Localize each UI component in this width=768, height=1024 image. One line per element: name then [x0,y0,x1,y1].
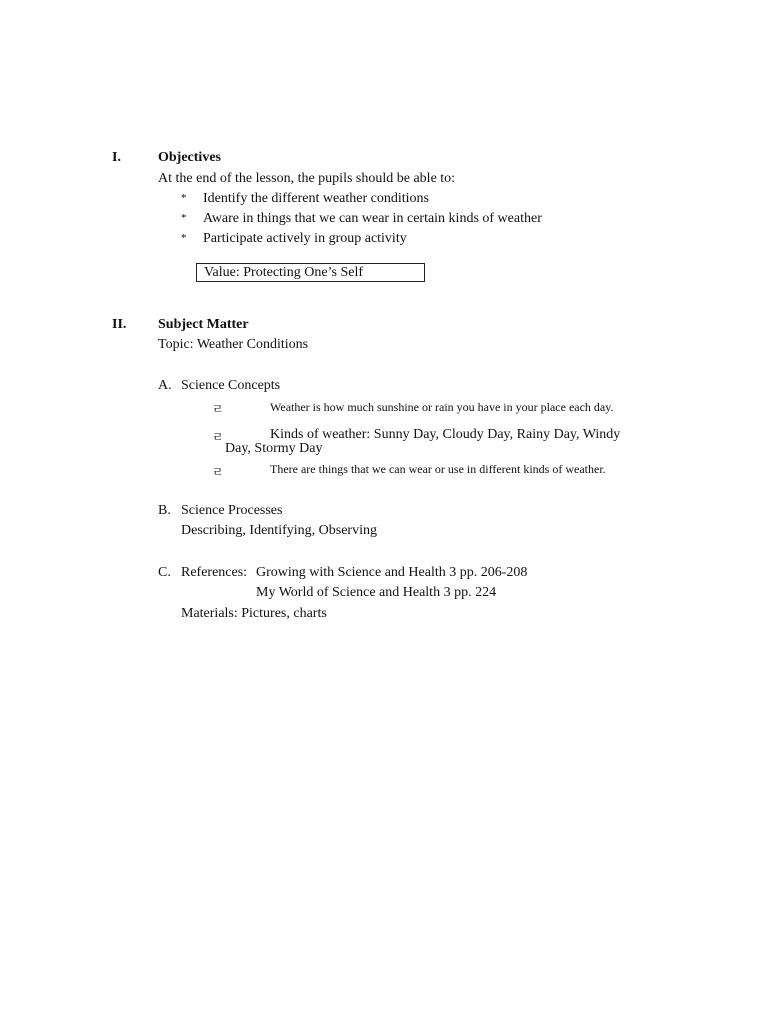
reference-item: Growing with Science and Health 3 pp. 206-208 [256,565,528,580]
subsection-a-letter: A. [158,378,172,393]
concept-bullet-icon: ㄹ [212,430,224,444]
star-bullet-icon: * [181,192,187,204]
references-label: References: [181,565,248,580]
objective-item: Aware in things that we can wear in certain kinds of weather [203,211,542,226]
concept-bullet-icon: ㄹ [212,402,224,416]
materials-line: Materials: Pictures, charts [181,606,327,621]
value-text: Value: Protecting One’s Self [204,265,364,280]
reference-item: My World of Science and Health 3 pp. 224 [256,585,497,600]
processes-list: Describing, Identifying, Observing [181,523,377,538]
concept-item: Weather is how much sunshine or rain you have in your place each day. [270,400,614,414]
subsection-b-title: Science Processes [181,503,283,518]
star-bullet-icon: * [181,232,187,244]
section-1-heading: Objectives [158,150,221,165]
section-2-heading: Subject Matter [158,317,249,332]
section-2-numeral: II. [112,317,127,332]
objective-item: Participate actively in group activity [203,231,407,246]
subsection-c-letter: C. [158,565,171,580]
concept-bullet-icon: ㄹ [212,465,224,479]
objective-item: Identify the different weather conditions [203,191,429,206]
concept-item: There are things that we can wear or use in different kinds of weather. [270,462,606,476]
star-bullet-icon: * [181,212,187,224]
concept-item-continuation: Day, Stormy Day [225,441,323,456]
value-box [196,263,425,282]
section-1-numeral: I. [112,150,121,165]
objectives-intro: At the end of the lesson, the pupils should be able to: [158,171,456,186]
subsection-a-title: Science Concepts [181,378,281,393]
concept-item: Kinds of weather: Sunny Day, Cloudy Day, Rainy Day, Windy [270,427,621,442]
subsection-b-letter: B. [158,503,171,518]
topic-line: Topic: Weather Conditions [158,337,309,352]
